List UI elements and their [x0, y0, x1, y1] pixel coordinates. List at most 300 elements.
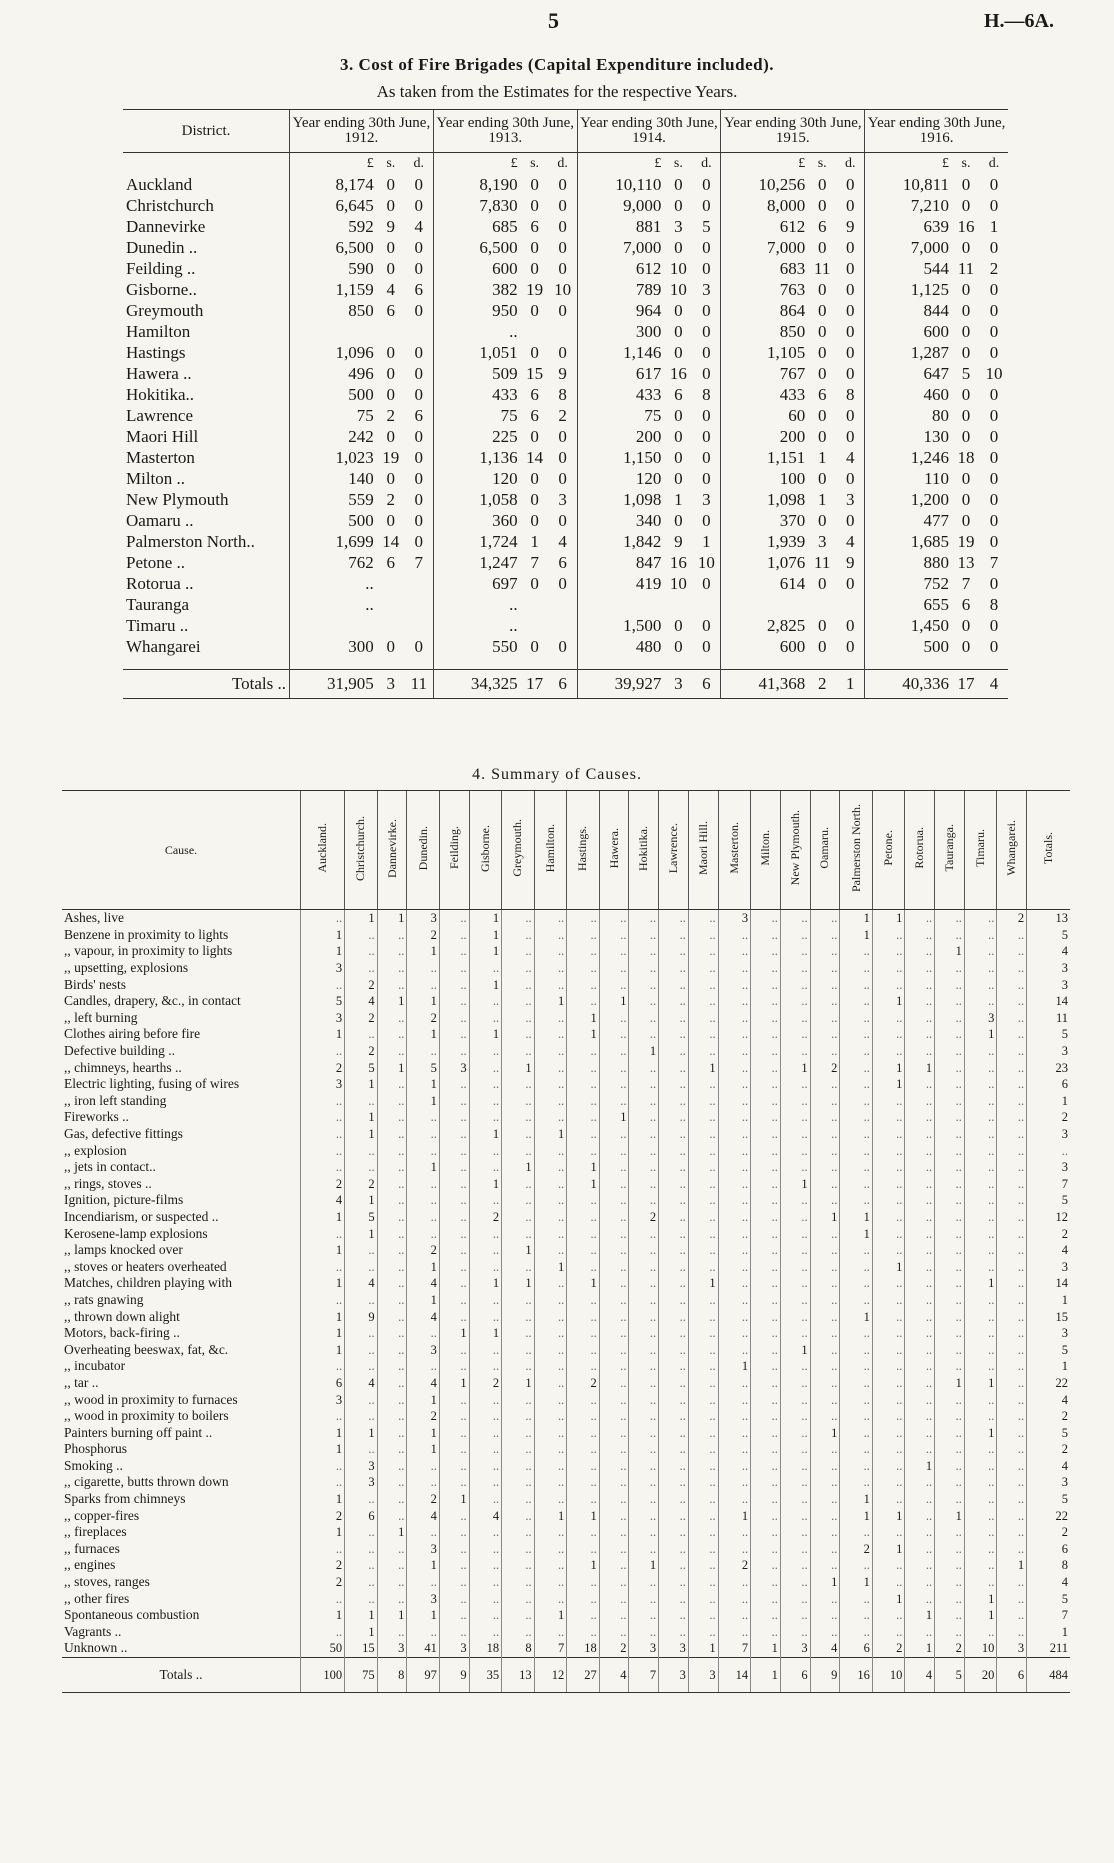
count-cell: ..	[964, 1209, 997, 1226]
count-cell: ..	[905, 1358, 935, 1375]
count-cell: ..	[688, 1209, 718, 1226]
count-cell: ..	[502, 1408, 535, 1425]
count-cell: 2	[301, 1176, 345, 1193]
pounds-cell: 612	[577, 258, 664, 279]
pounds-cell: 8,190	[433, 174, 520, 195]
shillings-cell: 0	[674, 637, 683, 656]
shillings-cell: 6	[961, 595, 971, 614]
count-cell: ..	[840, 993, 873, 1010]
count-cell: 4	[810, 1640, 840, 1657]
count-cell: ..	[599, 1624, 629, 1641]
shillings-cell: 0	[817, 616, 827, 635]
shillings-cell: 0	[961, 175, 971, 194]
count-cell: ..	[810, 1010, 840, 1027]
count-cell: 1	[905, 1458, 935, 1475]
count-cell: 1	[469, 1275, 502, 1292]
count-cell: ..	[780, 1258, 810, 1275]
count-cell: ..	[935, 1192, 965, 1209]
pounds-cell: 697	[433, 573, 520, 594]
cause-label: Electric lighting, fusing of wires	[64, 1076, 240, 1092]
count-cell: ..	[534, 1109, 567, 1126]
count-cell: ..	[751, 1391, 781, 1408]
count-cell: 7	[1027, 1176, 1070, 1193]
unit-shillings: s.	[961, 156, 971, 171]
count-cell: 1	[407, 1258, 440, 1275]
column-header-label: Timaru.	[973, 829, 988, 867]
count-cell: ..	[751, 1574, 781, 1591]
count-cell: ..	[840, 1458, 873, 1475]
count-cell: ..	[997, 1341, 1027, 1358]
count-cell: 1	[469, 943, 502, 960]
count-cell: ..	[872, 1375, 905, 1392]
count-cell: ..	[718, 1541, 751, 1558]
table-row	[62, 1624, 1070, 1641]
count-cell: ..	[469, 1142, 502, 1159]
count-cell: ..	[629, 1275, 659, 1292]
year-header-1913: Year ending 30th June, 1913.	[433, 110, 577, 153]
count-cell: 1	[407, 1424, 440, 1441]
count-cell: ..	[997, 1358, 1027, 1375]
count-cell: ..	[872, 976, 905, 993]
count-cell: ..	[407, 1474, 440, 1491]
count-cell: ..	[751, 1176, 781, 1193]
count-cell: ..	[469, 1590, 502, 1607]
pounds-cell: 1,096	[290, 342, 377, 363]
count-cell: 1	[345, 1109, 378, 1126]
pounds-cell: 844	[865, 300, 952, 321]
count-cell: ..	[810, 1590, 840, 1607]
count-cell: ..	[377, 1375, 407, 1392]
count-cell: 3	[1027, 1474, 1070, 1491]
shillings-cell: 0	[386, 427, 396, 446]
count-cell: ..	[659, 1391, 689, 1408]
pence-cell: 0	[414, 175, 424, 194]
shillings-cell: 0	[961, 343, 971, 362]
district-name: Auckland	[126, 175, 193, 194]
pence-cell	[836, 594, 865, 615]
count-cell: ..	[502, 1491, 535, 1508]
spacer	[865, 657, 952, 670]
count-cell: 1	[1027, 1292, 1070, 1309]
shillings-cell: 0	[817, 364, 827, 383]
total-pounds: 41,368	[721, 670, 808, 699]
total-cell: 6	[780, 1657, 810, 1692]
count-cell: ..	[439, 1391, 469, 1408]
pence-cell: 0	[558, 238, 567, 257]
count-cell: 3	[997, 1640, 1027, 1657]
count-cell: 1	[301, 1424, 345, 1441]
pence-cell: 8	[845, 385, 855, 404]
count-cell: ..	[567, 1242, 600, 1259]
count-cell: ..	[905, 1408, 935, 1425]
shillings-cell: 0	[530, 637, 539, 656]
count-cell: ..	[534, 960, 567, 977]
shillings-cell: 10	[669, 574, 687, 593]
pounds-cell: 1,724	[433, 531, 520, 552]
pounds-cell: ..	[290, 594, 377, 615]
count-cell: ..	[997, 1192, 1027, 1209]
count-cell: 211	[1027, 1640, 1070, 1657]
count-cell: ..	[718, 1026, 751, 1043]
year-header-1916: Year ending 30th June, 1916.	[865, 110, 1008, 153]
count-cell: ..	[567, 1341, 600, 1358]
count-cell: ..	[935, 1176, 965, 1193]
count-cell: ..	[964, 1524, 997, 1541]
pence-cell: 0	[702, 616, 711, 635]
shillings-cell: 0	[386, 637, 396, 656]
pence-cell: 0	[845, 469, 855, 488]
column-header	[751, 791, 781, 910]
cause-label: ,, explosion	[64, 1142, 127, 1158]
count-cell: ..	[751, 1109, 781, 1126]
count-cell: ..	[534, 1458, 567, 1475]
count-cell: 1	[407, 943, 440, 960]
count-cell: ..	[567, 1474, 600, 1491]
count-cell: ..	[751, 1358, 781, 1375]
spacer	[952, 657, 980, 670]
count-cell: 4	[1027, 943, 1070, 960]
pence-cell: 0	[702, 238, 711, 257]
spacer	[980, 657, 1008, 670]
pence-cell: 8	[702, 385, 711, 404]
shillings-cell: 0	[530, 343, 539, 362]
count-cell: ..	[964, 1458, 997, 1475]
count-cell: ..	[377, 1391, 407, 1408]
count-cell: ..	[534, 1408, 567, 1425]
district-name: Lawrence	[126, 406, 194, 425]
count-cell: 41	[407, 1640, 440, 1657]
count-cell: 1	[964, 1590, 997, 1607]
count-cell: 1	[301, 1607, 345, 1624]
table-row	[62, 1541, 1070, 1558]
count-cell: ..	[964, 1043, 997, 1060]
count-cell: ..	[935, 1541, 965, 1558]
count-cell: ..	[377, 1325, 407, 1342]
count-cell: 1	[345, 1424, 378, 1441]
count-cell: ..	[567, 1109, 600, 1126]
shillings-cell: 0	[817, 511, 827, 530]
count-cell: ..	[718, 1142, 751, 1159]
count-cell: ..	[840, 1590, 873, 1607]
count-cell: ..	[567, 1043, 600, 1060]
count-cell: 8	[502, 1640, 535, 1657]
count-cell: ..	[301, 1258, 345, 1275]
column-header	[377, 791, 407, 910]
pence-cell	[405, 615, 434, 636]
count-cell: ..	[502, 927, 535, 944]
count-cell: 1	[469, 927, 502, 944]
total-cell: 14	[718, 1657, 751, 1692]
count-cell: ..	[377, 1557, 407, 1574]
count-cell: ..	[964, 1507, 997, 1524]
count-cell: ..	[810, 1607, 840, 1624]
count-cell: ..	[964, 1159, 997, 1176]
unit-shillings: s.	[386, 156, 396, 171]
count-cell: ..	[997, 960, 1027, 977]
count-cell: ..	[469, 1059, 502, 1076]
count-cell: ..	[301, 1541, 345, 1558]
count-cell: ..	[629, 1026, 659, 1043]
count-cell: ..	[629, 1491, 659, 1508]
count-cell: ..	[439, 993, 469, 1010]
count-cell: ..	[629, 1076, 659, 1093]
count-cell: ..	[659, 1159, 689, 1176]
count-cell: ..	[810, 1341, 840, 1358]
count-cell: ..	[997, 1375, 1027, 1392]
cause-label: ,, fireplaces	[64, 1524, 127, 1540]
count-cell: ..	[377, 1424, 407, 1441]
count-cell: 1	[407, 1076, 440, 1093]
pounds-cell: 460	[865, 384, 952, 405]
cause-label: ,, cigarette, butts thrown down	[64, 1474, 229, 1490]
count-cell: ..	[407, 1358, 440, 1375]
count-cell: ..	[905, 1574, 935, 1591]
pounds-cell: 1,098	[577, 489, 664, 510]
count-cell: ..	[599, 1059, 629, 1076]
count-cell: ..	[659, 1292, 689, 1309]
pence-cell: 6	[414, 280, 424, 299]
count-cell: ..	[688, 1375, 718, 1392]
count-cell: ..	[688, 1142, 718, 1159]
count-cell: 1	[345, 1607, 378, 1624]
count-cell: ..	[810, 927, 840, 944]
count-cell: 15	[345, 1640, 378, 1657]
table-row	[62, 1242, 1070, 1259]
table-row	[62, 1076, 1070, 1093]
count-cell: ..	[905, 993, 935, 1010]
count-cell: 1	[301, 1308, 345, 1325]
count-cell: 1	[964, 1026, 997, 1043]
count-cell: ..	[810, 1441, 840, 1458]
count-cell: ..	[780, 1574, 810, 1591]
pence-cell: 0	[702, 301, 711, 320]
count-cell: 11	[1027, 1010, 1070, 1027]
pence-cell: 0	[989, 301, 999, 320]
count-cell: ..	[439, 1126, 469, 1143]
count-cell: ..	[599, 1043, 629, 1060]
count-cell: ..	[377, 1142, 407, 1159]
count-cell: 1	[377, 910, 407, 927]
district-name: Tauranga	[126, 595, 189, 614]
pence-cell: 10	[985, 364, 1003, 383]
count-cell: ..	[780, 1424, 810, 1441]
cause-label: ,, chimneys, hearths ..	[64, 1059, 182, 1075]
count-cell: ..	[567, 1458, 600, 1475]
pounds-cell: 1,058	[433, 489, 520, 510]
count-cell: ..	[629, 1126, 659, 1143]
table-row	[123, 447, 1008, 468]
year-header-1915: Year ending 30th June, 1915.	[721, 110, 865, 153]
count-cell: 3	[301, 1076, 345, 1093]
table-row	[62, 1093, 1070, 1110]
count-cell: ..	[301, 1358, 345, 1375]
pounds-cell: 1,699	[290, 531, 377, 552]
total-cell: 9	[439, 1657, 469, 1692]
count-cell: 1	[810, 1209, 840, 1226]
shillings-cell	[521, 321, 549, 342]
pounds-cell: ..	[290, 573, 377, 594]
count-cell: ..	[345, 1491, 378, 1508]
pence-cell: 0	[702, 364, 711, 383]
shillings-cell: 1	[817, 448, 827, 467]
year-header-1912: Year ending 30th June, 1912.	[290, 110, 434, 153]
count-cell: ..	[567, 1142, 600, 1159]
count-cell: ..	[629, 1474, 659, 1491]
cause-label: Benzene in proximity to lights	[64, 926, 229, 942]
pence-cell: 0	[989, 616, 999, 635]
count-cell: ..	[377, 960, 407, 977]
count-cell: ..	[301, 1126, 345, 1143]
count-cell: ..	[567, 910, 600, 927]
count-cell: ..	[688, 1325, 718, 1342]
count-cell: ..	[439, 1010, 469, 1027]
count-cell: 1	[301, 1491, 345, 1508]
unit-pence: d.	[844, 156, 856, 171]
count-cell: ..	[872, 1341, 905, 1358]
count-cell: ..	[469, 1292, 502, 1309]
count-cell: ..	[599, 1590, 629, 1607]
count-cell: ..	[534, 1209, 567, 1226]
shillings-cell: 0	[961, 490, 971, 509]
count-cell: ..	[599, 1441, 629, 1458]
count-cell: 1	[688, 1275, 718, 1292]
count-cell: ..	[964, 1391, 997, 1408]
count-cell: ..	[935, 1043, 965, 1060]
count-cell: ..	[534, 1176, 567, 1193]
column-header	[301, 791, 345, 910]
count-cell: ..	[872, 1557, 905, 1574]
count-cell: 14	[1027, 1275, 1070, 1292]
count-cell: ..	[567, 1441, 600, 1458]
count-cell: ..	[629, 1093, 659, 1110]
spacer	[290, 657, 377, 670]
table-row	[123, 279, 1008, 300]
column-header-label: Gisborne.	[477, 824, 492, 872]
count-cell: ..	[377, 1026, 407, 1043]
count-cell: ..	[469, 1458, 502, 1475]
count-cell: 1	[718, 1358, 751, 1375]
column-header	[840, 791, 873, 910]
pence-cell: 0	[414, 637, 424, 656]
count-cell: 1	[810, 1574, 840, 1591]
shillings-cell: 11	[957, 259, 975, 278]
count-cell: 22	[1027, 1507, 1070, 1524]
count-cell: ..	[751, 1557, 781, 1574]
shillings-cell: 0	[961, 322, 971, 341]
count-cell: ..	[345, 1358, 378, 1375]
count-cell: 1	[469, 1176, 502, 1193]
count-cell: ..	[872, 1491, 905, 1508]
count-cell: ..	[407, 1209, 440, 1226]
count-cell: 3	[377, 1640, 407, 1657]
table-row	[62, 943, 1070, 960]
count-cell: ..	[810, 976, 840, 993]
table-row	[62, 960, 1070, 977]
count-cell: 3	[718, 910, 751, 927]
count-cell: ..	[502, 1325, 535, 1342]
pounds-cell: 110	[865, 468, 952, 489]
pence-cell: 0	[989, 427, 999, 446]
count-cell: 1	[301, 1441, 345, 1458]
count-cell: 4	[345, 1375, 378, 1392]
count-cell: ..	[407, 976, 440, 993]
shillings-cell: 0	[961, 637, 971, 656]
pence-cell: 9	[845, 217, 855, 236]
pence-cell: 4	[845, 532, 855, 551]
count-cell: 2	[935, 1640, 965, 1657]
count-cell: 1	[567, 1275, 600, 1292]
count-cell: ..	[377, 1258, 407, 1275]
totals-label: Totals ..	[62, 1657, 301, 1692]
count-cell: ..	[502, 1557, 535, 1574]
pence-cell: 0	[702, 343, 711, 362]
shillings-cell: 3	[674, 217, 683, 236]
pounds-cell: 7,000	[577, 237, 664, 258]
table-row	[62, 1176, 1070, 1193]
shillings-cell: 6	[674, 385, 683, 404]
table-row	[123, 510, 1008, 531]
count-cell: ..	[935, 1408, 965, 1425]
pounds-cell: 433	[721, 384, 808, 405]
count-cell: ..	[872, 943, 905, 960]
table-row	[62, 910, 1070, 927]
cause-label: Vagrants ..	[64, 1623, 122, 1639]
count-cell: ..	[567, 1076, 600, 1093]
count-cell: 18	[567, 1640, 600, 1657]
count-cell: ..	[629, 1341, 659, 1358]
pounds-cell: 7,830	[433, 195, 520, 216]
count-cell: ..	[345, 1590, 378, 1607]
cause-label: ,, incubator	[64, 1358, 126, 1374]
shillings-cell: 7	[961, 574, 971, 593]
count-cell: ..	[964, 1574, 997, 1591]
count-cell: ..	[964, 1242, 997, 1259]
count-cell: ..	[718, 1076, 751, 1093]
count-cell: ..	[780, 976, 810, 993]
count-cell: ..	[810, 1176, 840, 1193]
count-cell: ..	[469, 1159, 502, 1176]
count-cell: ..	[439, 1292, 469, 1309]
count-cell: 1	[502, 1159, 535, 1176]
count-cell: ..	[469, 1607, 502, 1624]
shillings-cell: 0	[817, 280, 827, 299]
count-cell: 1	[997, 1557, 1027, 1574]
count-cell: ..	[599, 1308, 629, 1325]
count-cell: ..	[567, 1308, 600, 1325]
shillings-cell: 0	[961, 511, 971, 530]
table-row	[123, 258, 1008, 279]
count-cell: ..	[688, 993, 718, 1010]
pounds-cell: 789	[577, 279, 664, 300]
count-cell: ..	[935, 1159, 965, 1176]
count-cell: 2	[407, 1010, 440, 1027]
count-cell: 1	[502, 1059, 535, 1076]
pounds-cell: 140	[290, 468, 377, 489]
shillings-cell: 0	[530, 511, 539, 530]
count-cell: ..	[688, 1524, 718, 1541]
count-cell: ..	[439, 1258, 469, 1275]
column-header-label: Milton.	[758, 830, 773, 866]
count-cell: 1	[345, 1225, 378, 1242]
count-cell: ..	[599, 1325, 629, 1342]
count-cell: ..	[469, 1043, 502, 1060]
count-cell: ..	[599, 1507, 629, 1524]
total-cell: 4	[905, 1657, 935, 1692]
count-cell: ..	[905, 1292, 935, 1309]
shillings-cell: 0	[674, 238, 683, 257]
count-cell: 5	[1027, 927, 1070, 944]
district-name: Maori Hill	[126, 427, 199, 446]
